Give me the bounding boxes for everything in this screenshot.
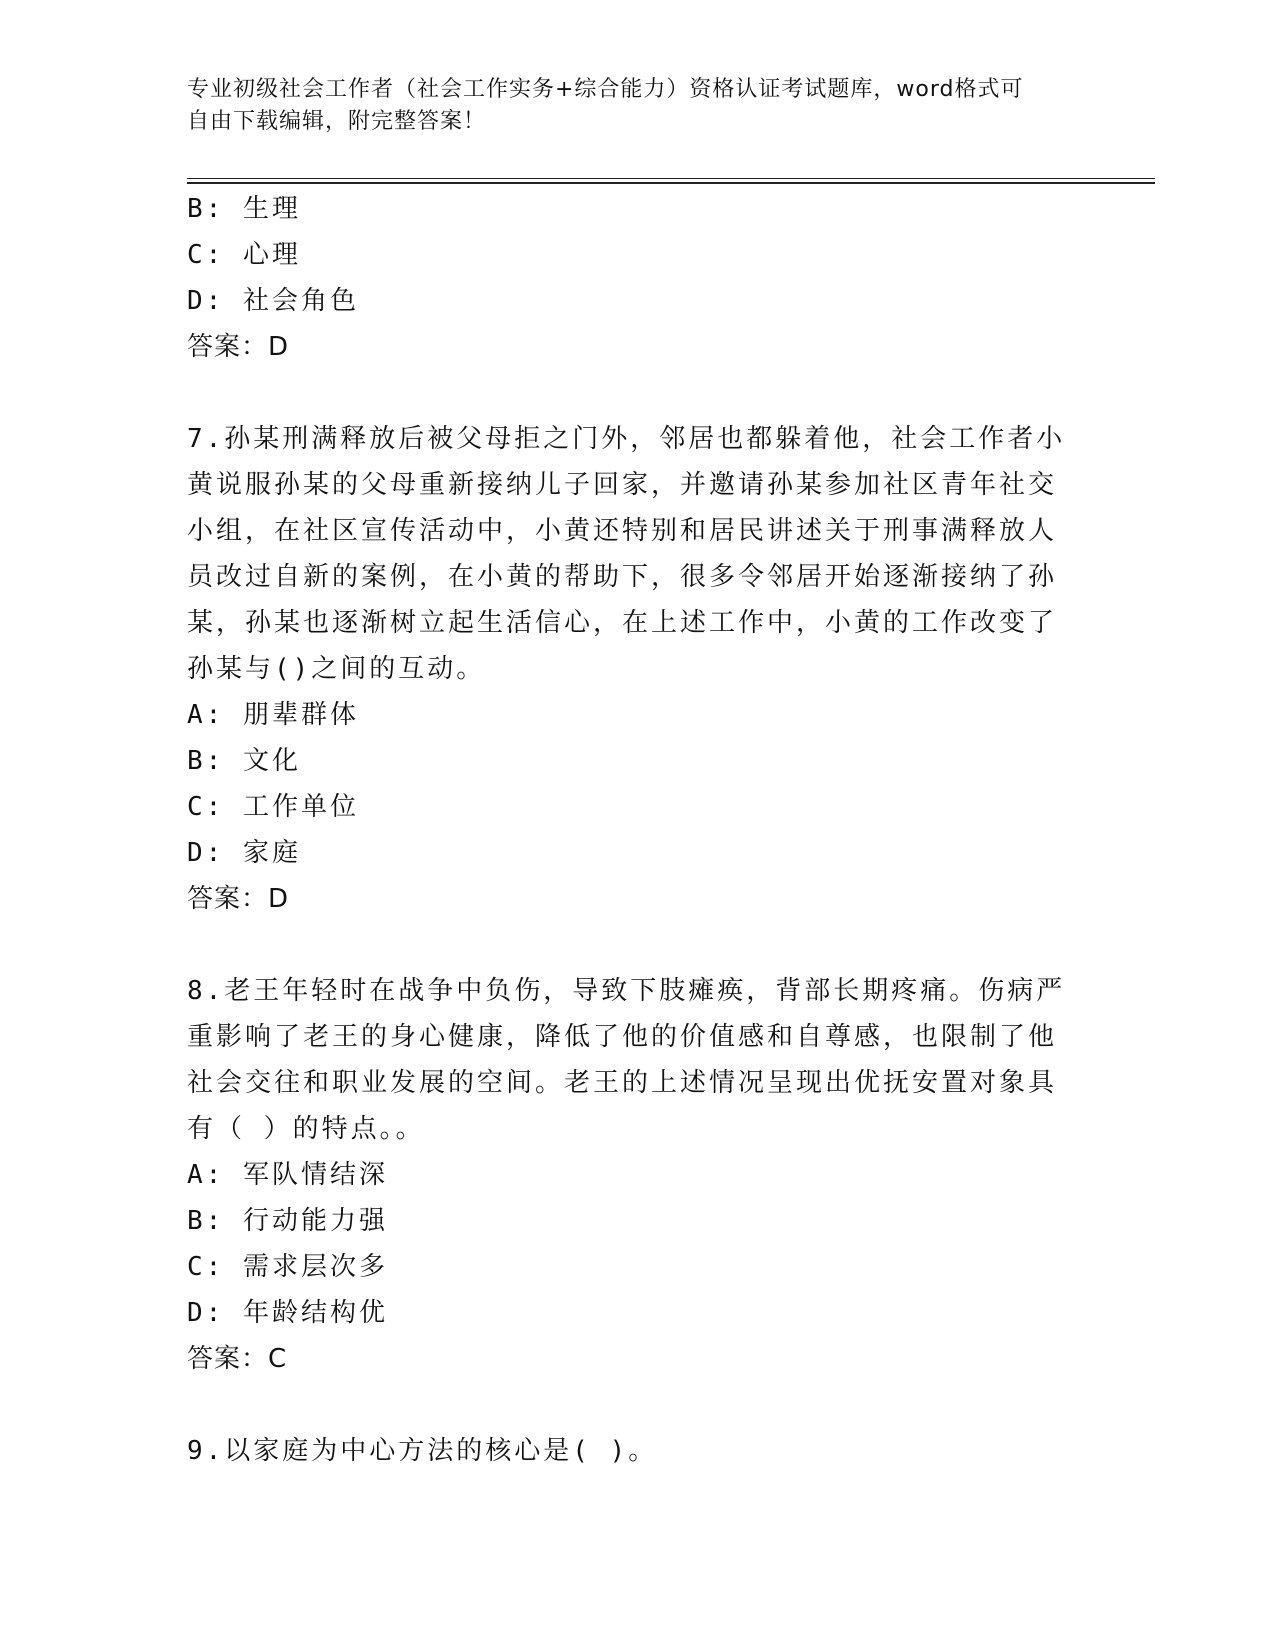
question-6-block (187, 186, 1067, 370)
answer-line: 答案：D (187, 332, 290, 362)
question-text-line: 9.以家庭为中心方法的核心是( )。 (187, 1436, 658, 1466)
question-text-line: 有（ ）的特点。。 (187, 1114, 425, 1144)
option-b: B: 行动能力强 (187, 1206, 388, 1236)
option-c: C: 需求层次多 (187, 1252, 388, 1282)
option-a: A: 军队情结深 (187, 1160, 388, 1190)
answer-line: 答案：D (187, 884, 290, 914)
question-8-block (187, 968, 1067, 1382)
question-content (187, 186, 1067, 1474)
question-text-line: 社会交往和职业发展的空间。老王的上述情况呈现出优抚安置对象具 (187, 1068, 1058, 1098)
question-text-line: 孙某与()之间的互动。 (187, 654, 486, 684)
option-c: C: 心理 (187, 240, 301, 270)
option-d: D: 年龄结构优 (187, 1298, 388, 1328)
option-a: A: 朋辈群体 (187, 700, 359, 730)
header-rule-thin (187, 178, 1155, 179)
header-line-1: 专业初级社会工作者（社会工作实务+综合能力）资格认证考试题库，word格式可 (187, 77, 1024, 102)
option-c: C: 工作单位 (187, 792, 359, 822)
answer-line: 答案：C (187, 1344, 288, 1374)
question-text-line: 黄说服孙某的父母重新接纳儿子回家，并邀请孙某参加社区青年社交 (187, 470, 1058, 500)
option-d: D: 家庭 (187, 838, 301, 868)
page-header (187, 74, 1087, 138)
question-text-line: 某，孙某也逐渐树立起生活信心，在上述工作中，小黄的工作改变了 (187, 608, 1058, 638)
question-text-line: 员改过自新的案例，在小黄的帮助下，很多令邻居开始逐渐接纳了孙 (187, 562, 1058, 592)
question-9-block (187, 1428, 1067, 1474)
question-text-line: 7.孙某刑满释放后被父母拒之门外，邻居也都躲着他，社会工作者小 (187, 424, 1066, 454)
question-text-line: 8.老王年轻时在战争中负伤，导致下肢瘫痪，背部长期疼痛。伤病严 (187, 976, 1066, 1006)
question-text-line: 小组，在社区宣传活动中，小黄还特别和居民讲述关于刑事满释放人 (187, 516, 1058, 546)
header-line-2: 自由下载编辑，附完整答案！ (187, 109, 487, 134)
option-d: D: 社会角色 (187, 286, 359, 316)
header-rule-thick (187, 182, 1155, 184)
question-7-block (187, 416, 1067, 922)
option-b: B: 文化 (187, 746, 301, 776)
option-b: B: 生理 (187, 194, 301, 224)
question-text-line: 重影响了老王的身心健康，降低了他的价值感和自尊感，也限制了他 (187, 1022, 1058, 1052)
